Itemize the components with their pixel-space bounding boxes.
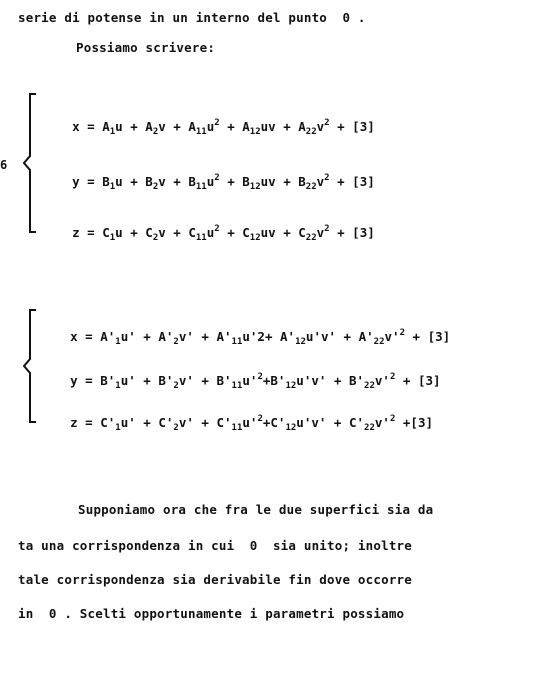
system2-row-x: $x = A'_1u' + A'_2v' + A'_{11}u'2+ A'_{12}u'v' + A'_{22}v'^2 + [3]$ bbox=[70, 328, 451, 347]
system2-row-y: $y = B'_1u' + B'_2v' + B'_{11}u'^2+B'_{12}u'v' + B'_{22}v'^2 + [3]$ bbox=[70, 372, 441, 391]
possiamo-scrivere: Possiamo scrivere: bbox=[76, 40, 216, 55]
paragraph-line-2: ta una corrispondenza in cui 0 sia unito; inoltre bbox=[18, 538, 413, 553]
margin-number: 6 bbox=[0, 158, 8, 172]
intro-line: serie di potense in un interno del punto 0 . bbox=[18, 10, 366, 25]
system2-row-z: $z = C'_1u' + C'_2v' + C'_{11}u'^2+C'_{12}u'v' + C'_{22}v'^2 +[3]$ bbox=[70, 414, 434, 433]
paragraph-line-3: tale corrispondenza sia derivabile fin dove occorre bbox=[18, 572, 413, 587]
system1-row-z: $z = C_1u + C_2v + C_{11}u^2 + C_{12}uv + C_{22}v^2 + [3]$ bbox=[72, 224, 375, 243]
system1-row-x: $x = A_1u + A_2v + A_{11}u^2 + A_{12}uv + A_{22}v^2 + [3]$ bbox=[72, 118, 375, 137]
brace-system-1 bbox=[20, 92, 40, 234]
brace-system-2 bbox=[20, 308, 40, 424]
paragraph-line-1: Supponiamo ora che fra le due superfici sia da bbox=[78, 502, 434, 517]
paragraph-line-4: in 0 . Scelti opportunamente i parametri possiamo bbox=[18, 606, 405, 621]
system1-row-y: $y = B_1u + B_2v + B_{11}u^2 + B_{12}uv + B_{22}v^2 + [3]$ bbox=[72, 173, 375, 192]
